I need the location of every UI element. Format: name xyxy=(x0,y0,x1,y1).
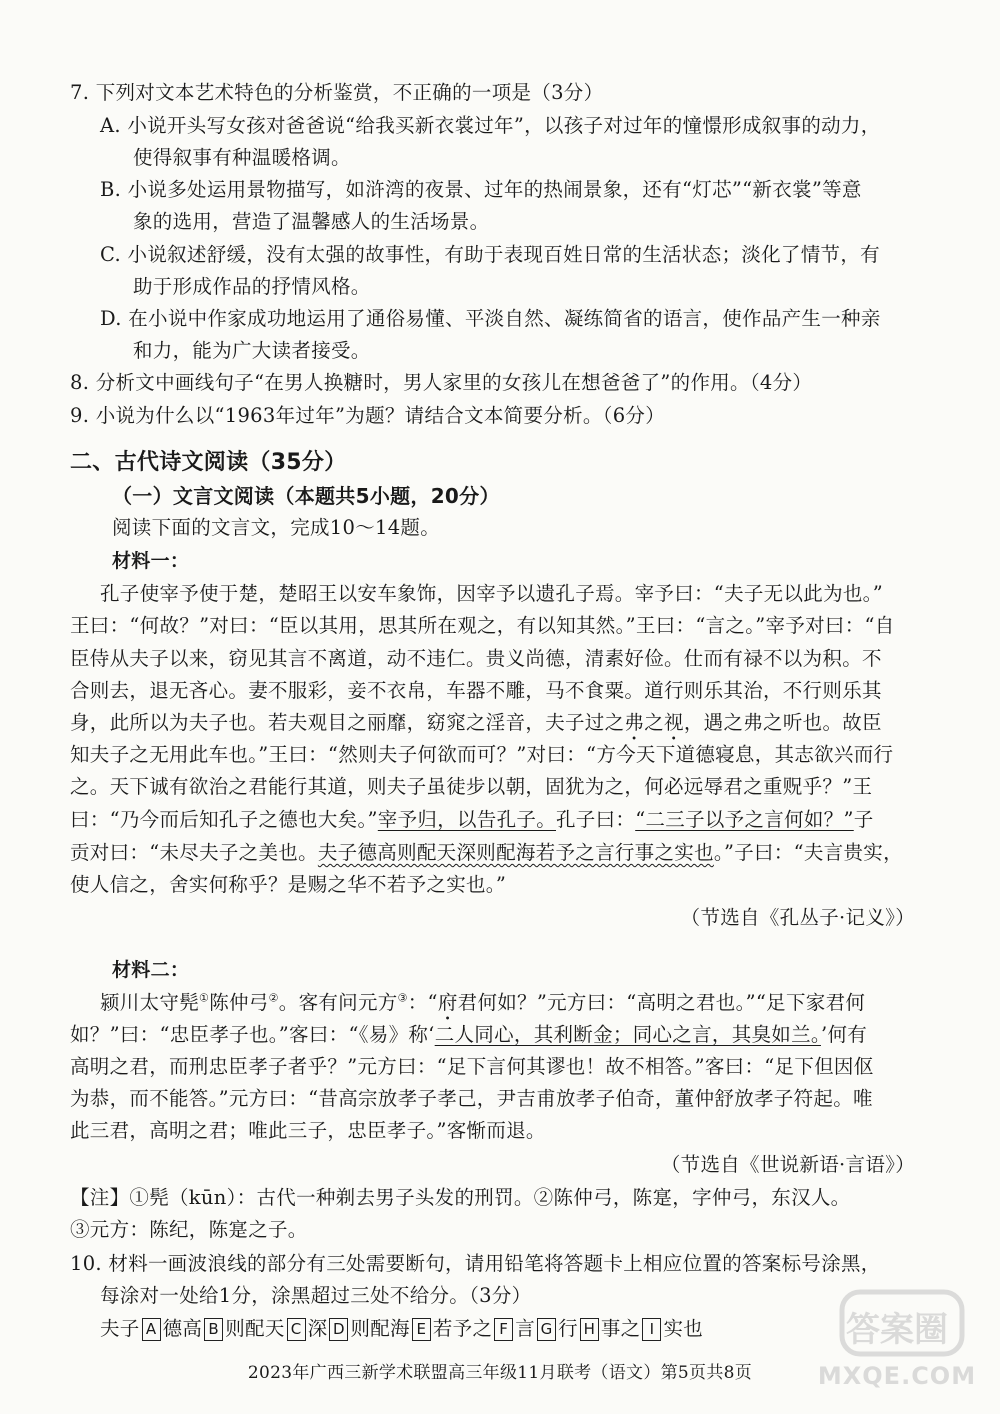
text-segment: 之 xyxy=(644,711,665,734)
material2-line: 高明之君，而刑忠臣孝子者乎？”元方曰：“足下言何其谬也！故不相答。”客曰：“足下但因伛 xyxy=(70,1055,874,1078)
q10-segment-text: 若予之 xyxy=(432,1317,493,1340)
answer-box-e: E xyxy=(412,1318,431,1341)
footnote-marker: ① xyxy=(199,991,210,1005)
material2-label: 材料二： xyxy=(112,959,190,981)
q10-stem-line2: 每涂对一处给1分，涂黑超过三处不给分。（3分） xyxy=(100,1284,532,1307)
answer-box-a: A xyxy=(142,1318,161,1341)
q10-segment-text: 实也 xyxy=(663,1317,704,1340)
section2-instruction: 阅读下面的文言文，完成10～14题。 xyxy=(112,516,441,539)
text-segment: 陈仲弓 xyxy=(209,991,269,1014)
text-segment: 君何如？”元方曰：“高明之君也。”“足下家君何 xyxy=(457,991,866,1014)
answer-box-c: C xyxy=(287,1318,306,1341)
q7-option-d-line1: D. 在小说中作家成功地运用了通俗易懂、平淡自然、凝练简省的语言，使作品产生一种亲 xyxy=(100,307,881,330)
material1-line: 臣侍从夫子以来，窃见其言不离道，动不违仁。贵义尚德，清素好俭。仕而有禄不以为积。不 xyxy=(70,647,882,670)
dotted-char: 府 xyxy=(437,991,458,1014)
answer-box-i: I xyxy=(642,1318,661,1341)
q7-option-a-line1: A. 小说开头写女孩对爸爸说“给我买新衣裳过年”，以孩子对过年的憧憬形成叙事的动力， xyxy=(100,114,881,137)
q10-segment-text: 深 xyxy=(307,1317,328,1340)
underlined-sentence: 宰予归，以告孔子。 xyxy=(377,808,556,831)
footnote-marker: ③ xyxy=(397,991,408,1005)
dotted-char: 视 xyxy=(664,711,684,734)
q7-option-c-line2: 助于形成作品的抒情风格。 xyxy=(133,275,371,298)
watermark-url: MXQE.COM xyxy=(817,1362,977,1390)
answer-box-g: G xyxy=(537,1318,556,1341)
text-segment: ：“ xyxy=(407,991,438,1014)
q10-segment-text: 则配海 xyxy=(350,1317,410,1340)
text-segment: 如？”曰：“忠臣孝子也。”客曰：“《易》称‘ xyxy=(70,1023,435,1046)
q7-option-d-line2: 和力，能为广大读者接受。 xyxy=(133,339,371,362)
q10-segment-text: 事之 xyxy=(600,1317,641,1340)
page-footer: 2023年广西三新学术联盟高三年级11月联考（语文）第5页共8页 xyxy=(247,1363,753,1383)
footnote-marker: ② xyxy=(268,991,279,1005)
answer-box-h: H xyxy=(580,1318,599,1341)
text-segment: 身，此所以为夫子也。若夫观目之丽靡，窈窕之淫音，夫子过之 xyxy=(70,711,625,734)
material1-line: 王曰：“何故？”对曰：“臣以其用，思其所在观之，有以知其然。”王曰：“言之。”宰予对曰：“自 xyxy=(70,614,895,637)
material2-line xyxy=(70,1020,867,1050)
q10-segment-text: 德高 xyxy=(162,1317,203,1340)
material2-line: 此三君，高明之君；唯此三子，忠臣孝子。”客惭而退。 xyxy=(70,1119,546,1142)
underlined-sentence: 二人同心，其利断金；同心之言，其臭如兰。 xyxy=(434,1023,821,1046)
q7-option-a-line2: 使得叙事有种温暖格调。 xyxy=(133,146,351,169)
q9-text: 9. 小说为什么以“1963年过年”为题？请结合文本简要分析。（6分） xyxy=(70,404,666,427)
material1-line xyxy=(70,838,903,868)
q7-stem: 7. 下列对文本艺术特色的分析鉴赏，不正确的一项是（3分） xyxy=(70,81,604,104)
material1-line: 孔子使宰予使于楚，楚昭王以安车象饰，因宰予以遗孔子焉。宰予曰：“夫子无以此为也。” xyxy=(100,582,883,605)
q10-segmented-sentence xyxy=(100,1314,703,1344)
text-segment: 曰：“乃今而后知孔子之德也大矣。” xyxy=(70,808,378,831)
q10-segment-text: 则配天 xyxy=(225,1317,285,1340)
watermark-title: 答案圈 xyxy=(846,1310,948,1350)
section2-title: 二、古代诗文阅读（35分） xyxy=(70,450,347,475)
dotted-char: 弗 xyxy=(624,711,645,734)
q10-stem-line1: 10. 材料一画波浪线的部分有三处需要断句，请用铅笔将答题卡上相应位置的答案标号涂黑， xyxy=(70,1252,881,1275)
answer-box-b: B xyxy=(204,1318,223,1341)
material2-line: 为恭，而不能答。”元方曰：“昔高宗放孝子孝己，尹吉甫放孝子伯奇，董仲舒放孝子符起。唯 xyxy=(70,1087,873,1110)
material2-source: （节选自《世说新语·言语》） xyxy=(660,1153,915,1176)
q7-option-b-line1: B. 小说多处运用景物描写，如浒湾的夜景、过年的热闹景象，还有“灯芯”“新衣裳”等意 xyxy=(100,178,862,201)
section2-subtitle: （一）文言文阅读（本题共5小题，20分） xyxy=(112,484,500,508)
text-segment: 贡对曰：“未尽夫子之美也。 xyxy=(70,841,318,864)
text-segment: 颍川太守髡 xyxy=(100,991,200,1014)
wavy-underlined-passage: 夫子德高则配天深则配海若予之言行事之实也 xyxy=(317,841,714,864)
q10-segment-text: 夫子 xyxy=(100,1317,140,1340)
text-segment: 。”子曰：“夫言贵实， xyxy=(713,841,903,864)
answer-box-f: F xyxy=(494,1318,513,1341)
watermark-logo xyxy=(812,1282,982,1402)
q10-segment-text: 言 xyxy=(515,1317,536,1340)
notes-line: ③元方：陈纪，陈寔之子。 xyxy=(70,1218,308,1241)
notes-line: 【注】①髡（kūn）：古代一种剃去男子头发的刑罚。②陈仲弓，陈寔，字仲弓，东汉人。 xyxy=(70,1186,851,1209)
material1-source: （节选自《孔丛子·记义》） xyxy=(680,906,915,929)
material1-line xyxy=(70,805,874,835)
q7-option-c-line1: C. 小说叙述舒缓，没有太强的故事性，有助于表现百姓日常的生活状态；淡化了情节，有 xyxy=(100,243,880,266)
q10-segment-text: 行 xyxy=(558,1317,578,1340)
material1-line: 使人信之，舍实何称乎？是赐之华不若予之实也。” xyxy=(70,873,507,896)
q7-option-b-line2: 象的选用，营造了温馨感人的生活场景。 xyxy=(133,210,490,233)
underlined-sentence: “二三子以予之言何如？” xyxy=(635,808,854,831)
text-segment: ，遇之弗之听也。故臣 xyxy=(683,711,882,734)
text-segment: ’何有 xyxy=(820,1023,868,1046)
text-segment: 。客有问元方 xyxy=(278,991,398,1014)
material1-line: 之。天下诚有欲治之君能行其道，则夫子虽徒步以朝，固犹为之，何必远辱君之重贶乎？”王 xyxy=(70,775,873,798)
material1-line: 合则去，退无吝心。妻不服彩，妾不衣帛，车器不雕，马不食粟。道行则乐其治，不行则乐其 xyxy=(70,679,882,702)
q8-text: 8. 分析文中画线句子“在男人换糖时，男人家里的女孩儿在想爸爸了”的作用。（4分） xyxy=(70,371,813,394)
answer-box-d: D xyxy=(329,1318,348,1341)
material1-line: 知夫子之无用此车也。”王曰：“然则夫子何欲而可？”对曰：“方今天下道德寝息，其志欲兴而行 xyxy=(70,743,894,766)
text-segment: 子 xyxy=(853,808,874,831)
material1-label: 材料一： xyxy=(112,550,190,572)
text-segment: 孔子曰： xyxy=(556,808,636,831)
